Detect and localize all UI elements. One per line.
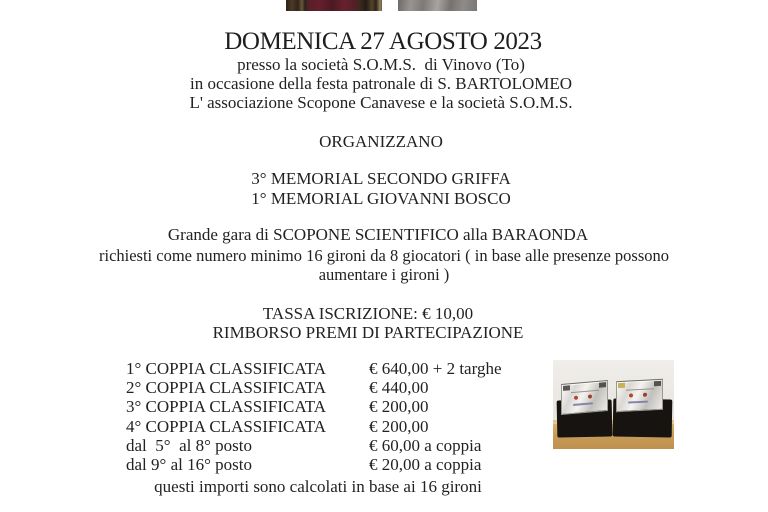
plaque-text-line — [571, 390, 599, 393]
prizes-footnote: questi importi sono calcolati in base ai 16 gironi — [154, 477, 482, 497]
plaque-signature-line — [573, 402, 593, 406]
plaque-logo-dot — [588, 394, 592, 398]
plaque-corner-mark — [563, 385, 570, 391]
plaque-text-line — [626, 388, 654, 390]
memorial-bosco-line: 1° MEMORIAL GIOVANNI BOSCO — [251, 188, 511, 208]
prize-refund-line: RIMBORSO PREMI DI PARTECIPAZIONE — [212, 322, 524, 342]
prize-row — [126, 455, 510, 474]
prize-value: € 640,00 + 2 targhe — [369, 359, 502, 378]
trophy-plaque-right — [616, 379, 663, 412]
prize-value: € 60,00 a coppia — [369, 435, 482, 455]
trophy-plaque-left — [561, 380, 608, 415]
occasion-line: in occasione della festa patronale di S. BARTOLOMEO — [189, 73, 573, 93]
plaque-corner-mark — [618, 383, 625, 388]
venue-line: presso la società S.O.M.S. di Vinovo (To) — [237, 55, 525, 74]
prize-value: € 440,00 — [369, 378, 429, 398]
prize-value: € 200,00 — [369, 416, 429, 436]
award-plaques-photo — [553, 360, 674, 449]
memorials-block — [0, 169, 762, 208]
plaque-logo-dot — [629, 393, 633, 397]
tournament-title-line: Grande gara di SCOPONE SCIENTIFICO alla BARAONDA — [167, 225, 589, 244]
prize-value: € 200,00 — [369, 397, 429, 417]
memorial-griffa-line: 3° MEMORIAL SECONDO GRIFFA — [251, 169, 511, 188]
prize-row — [126, 417, 510, 436]
entry-fee-line: TASSA ISCRIZIONE: € 10,00 — [262, 304, 474, 323]
prize-row — [126, 378, 510, 397]
prize-label: 3° COPPIA CLASSIFICATA — [126, 397, 327, 417]
tournament-detail-line-2: aumentare i gironi ) — [318, 264, 450, 284]
prize-table — [126, 359, 510, 497]
plaque-corner-mark — [599, 382, 606, 388]
prize-row — [126, 436, 510, 455]
prize-label: 2° COPPIA CLASSIFICATA — [126, 378, 327, 398]
plaque-signature-line — [628, 401, 648, 404]
plaque-logo-dot — [643, 393, 647, 397]
organizzano-heading: ORGANIZZANO — [319, 132, 443, 151]
prize-row — [126, 397, 510, 416]
prize-label: dal 9° al 16° posto — [126, 455, 252, 475]
event-date-title: DOMENICA 27 AGOSTO 2023 — [224, 28, 542, 55]
organizers-line: L' associazione Scopone Canavese e la società S.O.M.S. — [189, 92, 573, 112]
prize-value: € 20,00 a coppia — [369, 455, 482, 475]
portrait-photo-fragment — [398, 0, 477, 11]
plaque-logo-dot — [574, 396, 578, 400]
tournament-detail-line-1: richiesti come numero minimo 16 gironi da 8 giocatori ( in base alle presenze possono — [98, 246, 669, 265]
plaque-corner-mark — [654, 381, 661, 386]
prize-row — [126, 359, 510, 378]
intro-block — [0, 56, 762, 112]
playing-cards-photo-fragment — [286, 0, 382, 11]
fees-block — [0, 305, 736, 343]
prize-label: 1° COPPIA CLASSIFICATA — [126, 359, 327, 378]
tournament-details-block — [0, 247, 768, 284]
prize-label: 4° COPPIA CLASSIFICATA — [126, 416, 327, 436]
prize-label: dal 5° al 8° posto — [126, 435, 252, 455]
